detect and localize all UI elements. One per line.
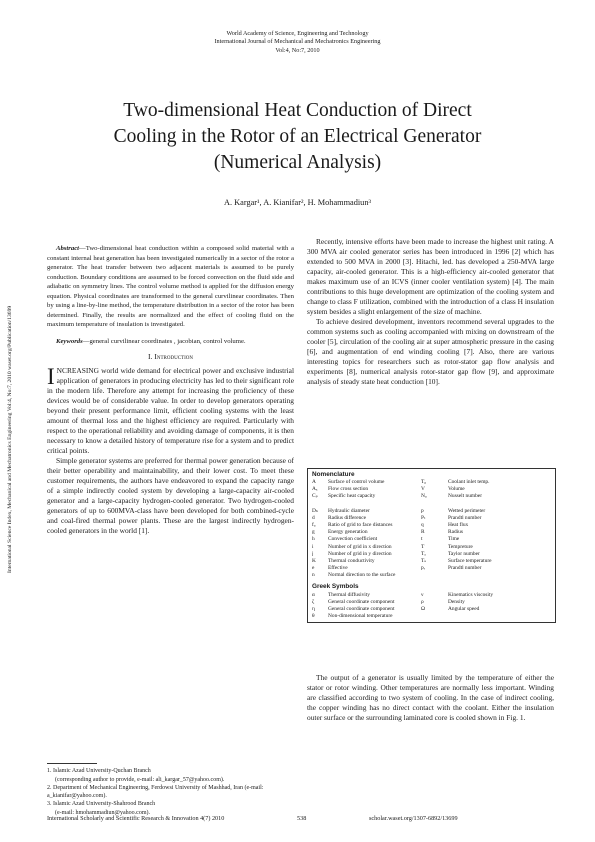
symbol-description: Radius [448,529,463,536]
nomenclature-box [307,468,556,623]
symbol: e [312,565,315,572]
symbol-description: Coolant inlet temp. [448,479,490,486]
symbol: j [312,550,314,557]
title-line-3: (Numerical Analysis) [213,152,382,173]
symbol: g [312,529,315,536]
keywords-text: —general curvilinear coordinates , jacobian, control volume. [82,337,246,345]
symbol: Aₓ [312,486,318,493]
symbol: Pₜ [421,514,426,521]
symbol: ζ [312,598,315,605]
header-line-1: World Academy of Science, Engineering and Technology [226,30,369,37]
keywords [47,337,294,347]
left-column [47,244,294,536]
journal-header [0,30,595,55]
abstract-label: Abstract [56,245,80,252]
right-column-bottom [307,673,554,723]
right-paragraph-2: To achieve desired development, inventors recommend several upgrades to the common systems such as cooling accompanied with mixing on downstream of the cooler [5], circulation of the cooling air at super atmospheric pressure in the casing [6], and augmentation of end winding cooling [7]. Also, there are various interesting topics for researchers such as rotor-stator gap flow analysis and experiments [8], numerical analysis rotor-stator gap flow [9], and approximate analysis of steady state heat conduction [10]. [307,317,554,386]
symbol-description: Taylor number [448,550,480,557]
symbol-description: Radius difference [328,514,367,521]
symbol-description: Heat flux [448,522,469,529]
symbol-description: General coordinate component [328,598,395,605]
symbol [421,501,446,508]
symbol-description: Prandtl number [448,514,482,521]
symbol: Ω [421,605,426,612]
symbol: Cₚ [312,493,318,500]
symbol: α [312,591,315,598]
symbol: n [312,572,315,579]
symbol-description: Time [448,536,460,543]
symbol-description: Energy generation [328,529,368,536]
symbol-description: Thermal conductivity [328,557,375,564]
symbol-description: Nusselt number [448,493,482,500]
symbol [421,613,446,620]
symbol: t [421,536,423,543]
symbol: T [421,543,425,550]
symbol: Tₛ [421,557,427,564]
abstract [47,244,294,330]
header-line-2: International Journal of Mechanical and Mechatronics Engineering [214,38,381,46]
symbol-description: Surface temperature [448,557,492,564]
abstract-text: —Two-dimensional heat conduction within a composed solid material with a constant internal heat generation has been investigated numerically in a sector of the rotor a generator. The heat transfer between two adjacent materials is assumed to be purely conduction. Boundary conditions are assumed to be forced convection on the fluid side and adiabatic on symmetry lines. The control volume method is applied for the diffusion energy equation. Physical coordinates are transformed to the general curvilinear coordinates. Then by using a line-by-line method, the temperature distribution in a sector of the rotor has been determined. Finally, the results are normalized and the effect of cooling fluid on the maximum temperature of insulation is investigated. [47,245,294,328]
title-line-1: Two-dimensional Heat Conduction of Direct [123,100,472,121]
symbol: K [312,557,316,564]
nomenclature-title: Nomenclature [312,471,355,478]
symbol-description: Surface of control volume [328,479,385,486]
affiliation-3-email: (e-mail: hmohammadiun@yahoo.com). [55,809,151,816]
symbol-description: Prandtl number [448,565,482,572]
symbol-description: Effective [328,565,348,572]
symbol-description: Hydraulic diameter [328,507,370,514]
symbol: A [312,479,316,486]
page-number: 538 [297,815,307,822]
symbol: Tₐ [421,550,426,557]
intro-paragraph-1 [47,366,294,456]
affiliation-divider [47,763,97,764]
intro-paragraph-2: Simple generator systems are preferred for thermal power generation because of their better operability and maintainability, and their lower cost. To meet these customer requirements, the authors have endeavored to expand the capacity range of a simple indirectly cooled system by developing a large-capacity air-cooled generator and a large-capacity hydrogen-cooled generator. Two hydrogen-cooled generators of up to 600MVA-class have been developed for both combined-cycle and coal-fired thermal power plants. These are the largest indirectly hydrogen-cooled generators in the world [1]. [47,456,294,535]
symbol-description: Kinematics viscosity [448,591,494,598]
symbol: pᵣ [421,565,425,572]
nomenclature-table [308,479,555,579]
symbol: R [421,529,425,536]
right-paragraph-1: Recently, intensive efforts have been made to increase the highest unit rating. A 300 MVA air cooled generator series has been introduced in 1996 [2] which has extended to 500 MVA in 2000 [3]. Hitachi, led. has developed a 250-MVA large capacity, air-cooled generator. This is a high-efficiency air-cooled generator that makes maximum use of an ICVS (inner cooler ventilation system) [4]. The main contributions to this huge development are optimization of the cooling system and change to class F utilization, combined with the introduction of a class H insulation system besides a slight enlargement of the size of machine. [307,237,554,316]
symbol: q [421,522,424,529]
symbol [312,501,326,508]
symbol: Dₕ [312,507,319,514]
symbol-description [446,501,556,508]
affiliation-3: 3. Islamic Azad University-Shahrood Branch [47,801,156,807]
symbol-description: Tempreture [448,543,473,550]
symbol-description: Number of grid in y direction [328,550,392,557]
symbol-description: General coordinate component [328,605,395,612]
affiliation-2: 2. Department of Mechanical Engineering, Ferdowsi University of Mashhad, Iran (e-mail: a_kianifar@yahoo.com). [47,785,264,799]
symbol-description: Flow cross section [328,486,369,493]
symbol-description: Convection coefficient [328,536,378,543]
right-paragraph-3: The output of a generator is usually limited by the temperature of either the stator or rotor winding. Other temperatures are normally less important. Winding are classified according to two system of cooling. In the case of indirect cooling, the copper winding has no direct contact with the coolant. Either the insulation outer surface or the surrounding laminated core is cooled shown in Fig. 1. [307,673,554,722]
symbol-description: Normal direction to the surface [328,572,396,579]
symbol: d [312,514,315,521]
intro-p1-text: NCREASING world wide demand for electrical power and exclusive industrial application of generators in producing electricity has led to their significant role in the modern life. Therefore any attempt for increasing the proficiency of these devices would be of considerable value. In order to develop generators operating beyond their present performance limit, efficient cooling systems with the least amount of thermal loss and the highest efficiency are required. Particularly with respect to the operational reliability and avoiding damage of components, it is then necessary to know a detailed history of temperature rise for a system and to predict critical points. [47,366,294,455]
symbol [421,572,446,579]
greek-symbols-title: Greek Symbols [312,583,359,591]
section-heading-introduction: I. Introduction [148,352,193,361]
affiliations [47,768,297,818]
symbol-description: Wetted perimeter [448,507,486,514]
symbol: T₀ [421,479,427,486]
title-line-2: Cooling in the Rotor of an Electrical Generator [113,126,482,147]
paper-title [60,98,535,176]
authors: A. Kargar¹, A. Kianifar², H. Mohammadiun³ [224,198,371,207]
symbol: η [312,605,315,612]
symbol-description: Volume [448,486,465,493]
symbol-description: Non-dimensional temperature [328,612,393,619]
affiliation-1-email: (corresponding author to provide, e-mail: ali_kargar_57@yahoo.com). [55,776,225,783]
symbol: θ [312,612,315,619]
symbol: p [421,507,424,514]
symbol: h [312,536,315,543]
symbol-description: Ratio of grid to face distances [328,522,393,529]
side-index-text: International Science Index, Mechanical and Mechatronics Engineering Vol:4, No:7, 2010 waset.org/Publication/13699 [7,305,13,573]
symbol-description: Angular speed [448,605,480,612]
greek-symbols-table [308,592,555,623]
symbol-description [446,613,556,620]
footer-url: scholar.waset.org/1307-6892/13699 [369,815,458,822]
affiliation-1: 1. Islamic Azad University-Quchan Branch [47,768,151,774]
footer-journal: International Scholarly and Scientific Research & Innovation 4(7) 2010 [47,815,225,822]
symbol-description: Number of grid in x direction [328,543,392,550]
symbol-description: Specific heat capacity [328,493,376,500]
header-line-3: Vol:4, No:7, 2010 [275,46,320,54]
symbol-description [326,501,421,508]
symbol: i [312,543,314,550]
symbol-description [446,572,556,579]
symbol-description: Density [448,598,465,605]
symbol: fᵤ [312,522,316,529]
keywords-label: Keywords [56,337,83,345]
symbol: Nᵤ [421,493,427,500]
symbol: ρ [421,598,424,605]
symbol: V [421,486,425,493]
symbol-description: Thermal diffusivity [328,591,370,598]
drop-cap: I [47,364,55,389]
right-column-top [307,237,554,387]
symbol: ν [421,591,424,598]
